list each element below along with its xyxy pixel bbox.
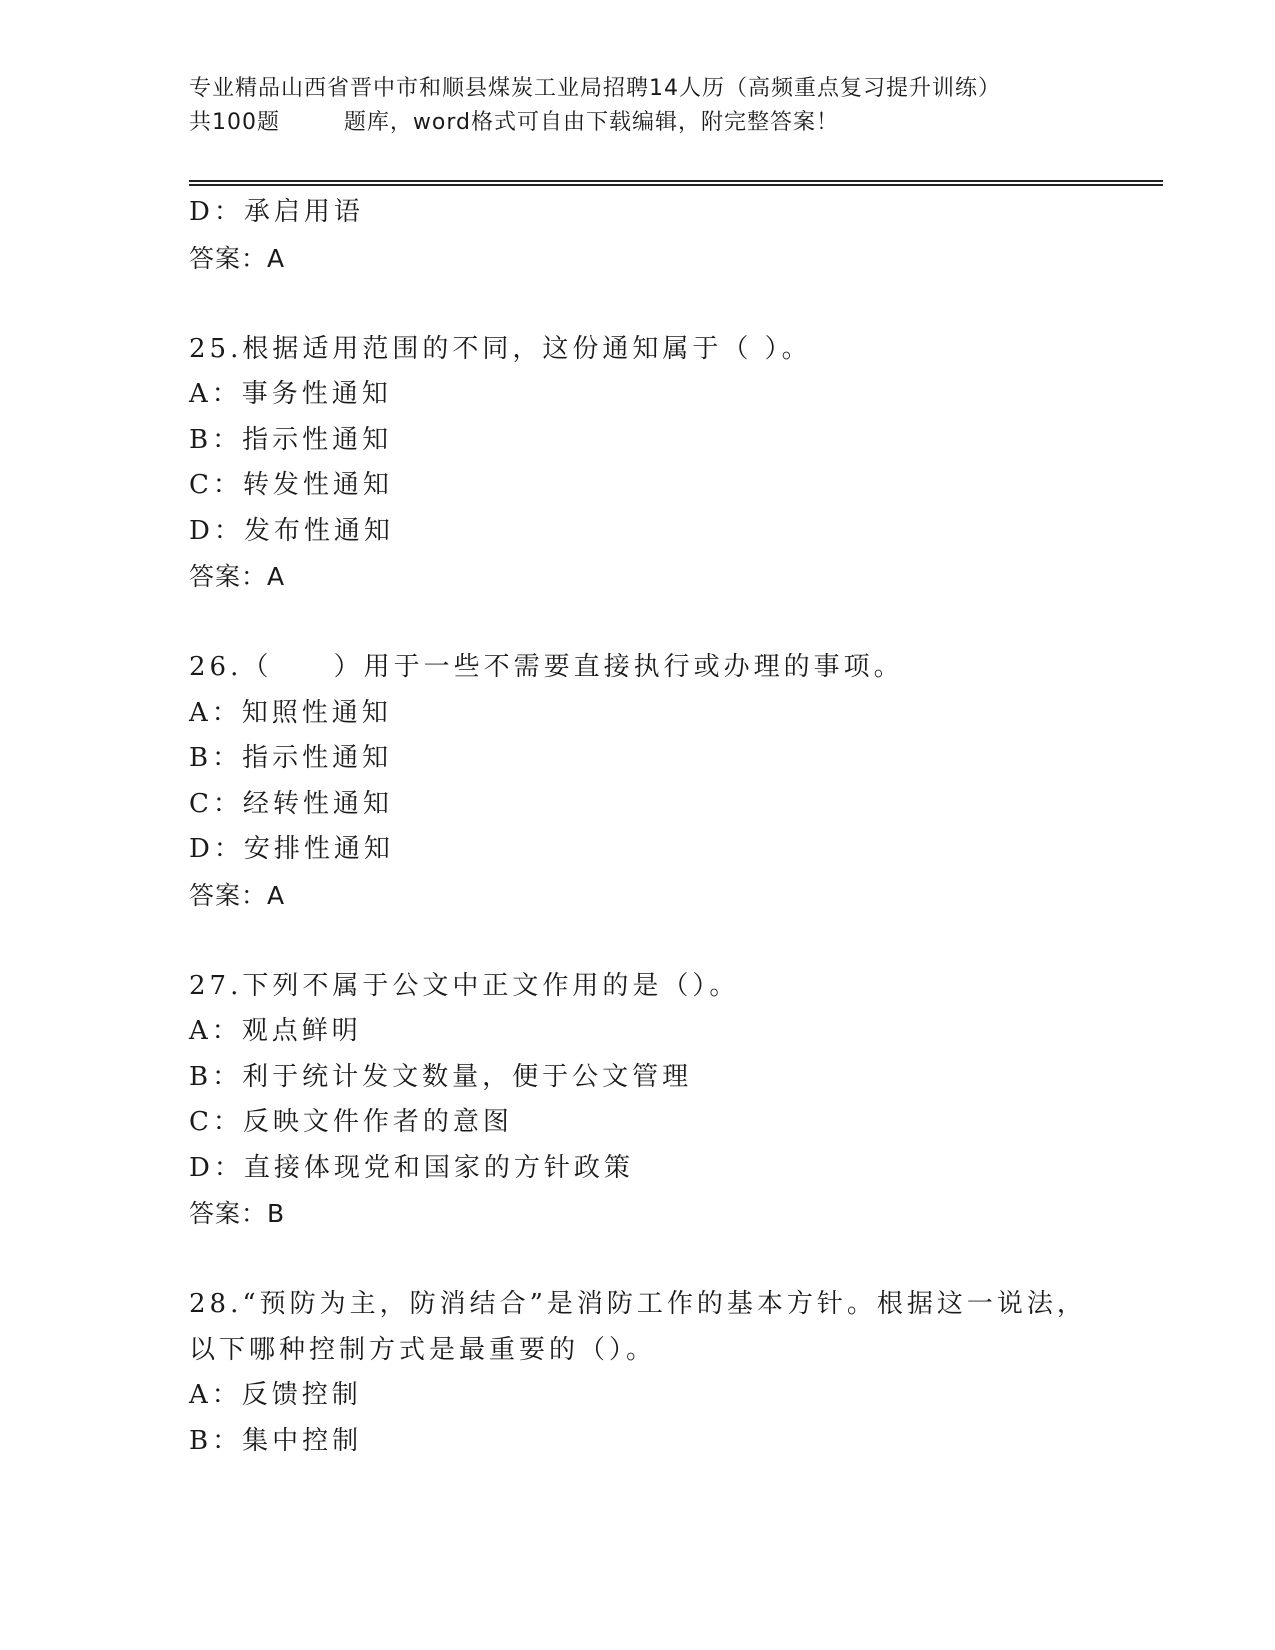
question-stem: 26.（ ）用于一些不需要直接执行或办理的事项。 xyxy=(189,652,904,682)
option-a: A：反馈控制 xyxy=(189,1380,362,1410)
header-divider-top xyxy=(189,180,1163,182)
option-c: C：经转性通知 xyxy=(189,788,393,819)
option-b: B：利于统计发文数量，便于公文管理 xyxy=(189,1061,693,1092)
question-stem-line-2: 以下哪种控制方式是最重要的（）。 xyxy=(189,1334,657,1365)
question-list xyxy=(189,190,1149,1464)
option-a: A：知照性通知 xyxy=(189,697,392,728)
answer-line: 答案：A xyxy=(189,880,286,910)
answer-line: 答案：B xyxy=(189,1199,286,1228)
option-d: D：承启用语 xyxy=(189,197,364,227)
answer-line: 答案：A xyxy=(189,562,286,591)
option-b: B：指示性通知 xyxy=(189,743,393,773)
question-block-26 xyxy=(189,645,1149,918)
question-block-27 xyxy=(189,964,1149,1237)
question-block-25 xyxy=(189,327,1149,600)
option-d: D：直接体现党和国家的方针政策 xyxy=(189,1152,634,1183)
spacer xyxy=(189,281,1149,327)
header-divider-bottom xyxy=(189,184,1163,186)
question-block-28 xyxy=(189,1282,1149,1464)
question-stem-line-1: 28.“预防为主，防消结合”是消防工作的基本方针。根据这一说法， xyxy=(189,1289,1087,1319)
answer-line: 答案：A xyxy=(189,243,286,273)
option-a: A：观点鲜明 xyxy=(189,1016,362,1046)
spacer xyxy=(189,918,1149,964)
option-a: A：事务性通知 xyxy=(189,379,392,409)
option-c: C：反映文件作者的意图 xyxy=(189,1107,513,1137)
question-block-24 xyxy=(189,190,1149,281)
option-b: B：集中控制 xyxy=(189,1425,363,1456)
header-title-line: 专业精品山西省晋中市和顺县煤炭工业局招聘14人历（高频重点复习提升训练） xyxy=(189,76,1001,101)
spacer xyxy=(189,1237,1149,1283)
question-stem: 25.根据适用范围的不同，这份通知属于（ ）。 xyxy=(189,333,812,364)
document-header xyxy=(189,72,1089,140)
spacer xyxy=(189,600,1149,646)
option-d: D：安排性通知 xyxy=(189,834,394,864)
option-d: D：发布性通知 xyxy=(189,515,394,546)
header-subtitle-line: 共100题 题库，word格式可自由下载编辑，附完整答案！ xyxy=(189,110,840,135)
question-stem: 27.下列不属于公文中正文作用的是（）。 xyxy=(189,970,740,1001)
option-b: B：指示性通知 xyxy=(189,424,393,455)
option-c: C：转发性通知 xyxy=(189,470,393,500)
